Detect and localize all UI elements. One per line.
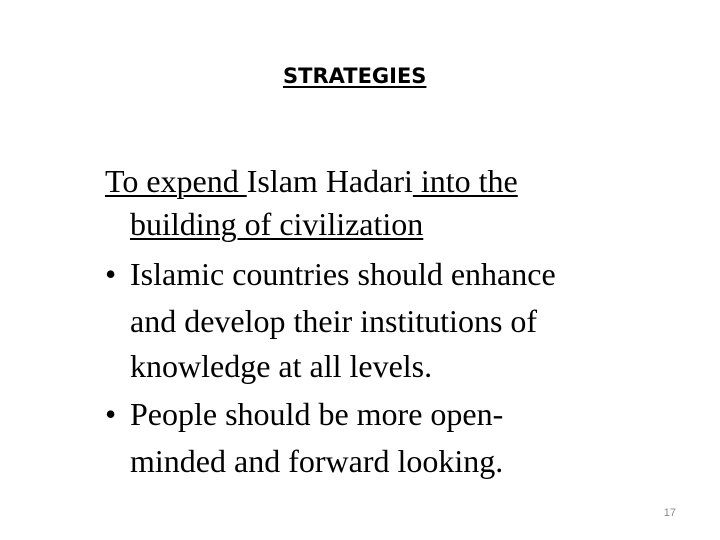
bullet-2-line-1: People should be more open- <box>130 396 504 432</box>
bullet-2-line-2: minded and forward looking. <box>130 443 504 479</box>
intro-line-1 <box>105 163 518 199</box>
intro-plain-phrase: Islam Hadari <box>246 163 413 199</box>
bullet-marker: • <box>105 256 117 292</box>
bullet-1-line-3: knowledge at all levels. <box>130 348 433 384</box>
page-number: 17 <box>663 507 676 519</box>
bullet-1-line-2: and develop their institutions of <box>130 303 538 339</box>
slide-title: STRATEGIES <box>283 64 427 88</box>
bullet-marker: • <box>105 396 117 432</box>
intro-underlined-end: into the <box>412 163 518 199</box>
intro-line-2: building of civilization <box>130 206 424 242</box>
intro-underlined-start: To expend <box>105 163 247 199</box>
bullet-1-line-1: Islamic countries should enhance <box>130 256 556 292</box>
